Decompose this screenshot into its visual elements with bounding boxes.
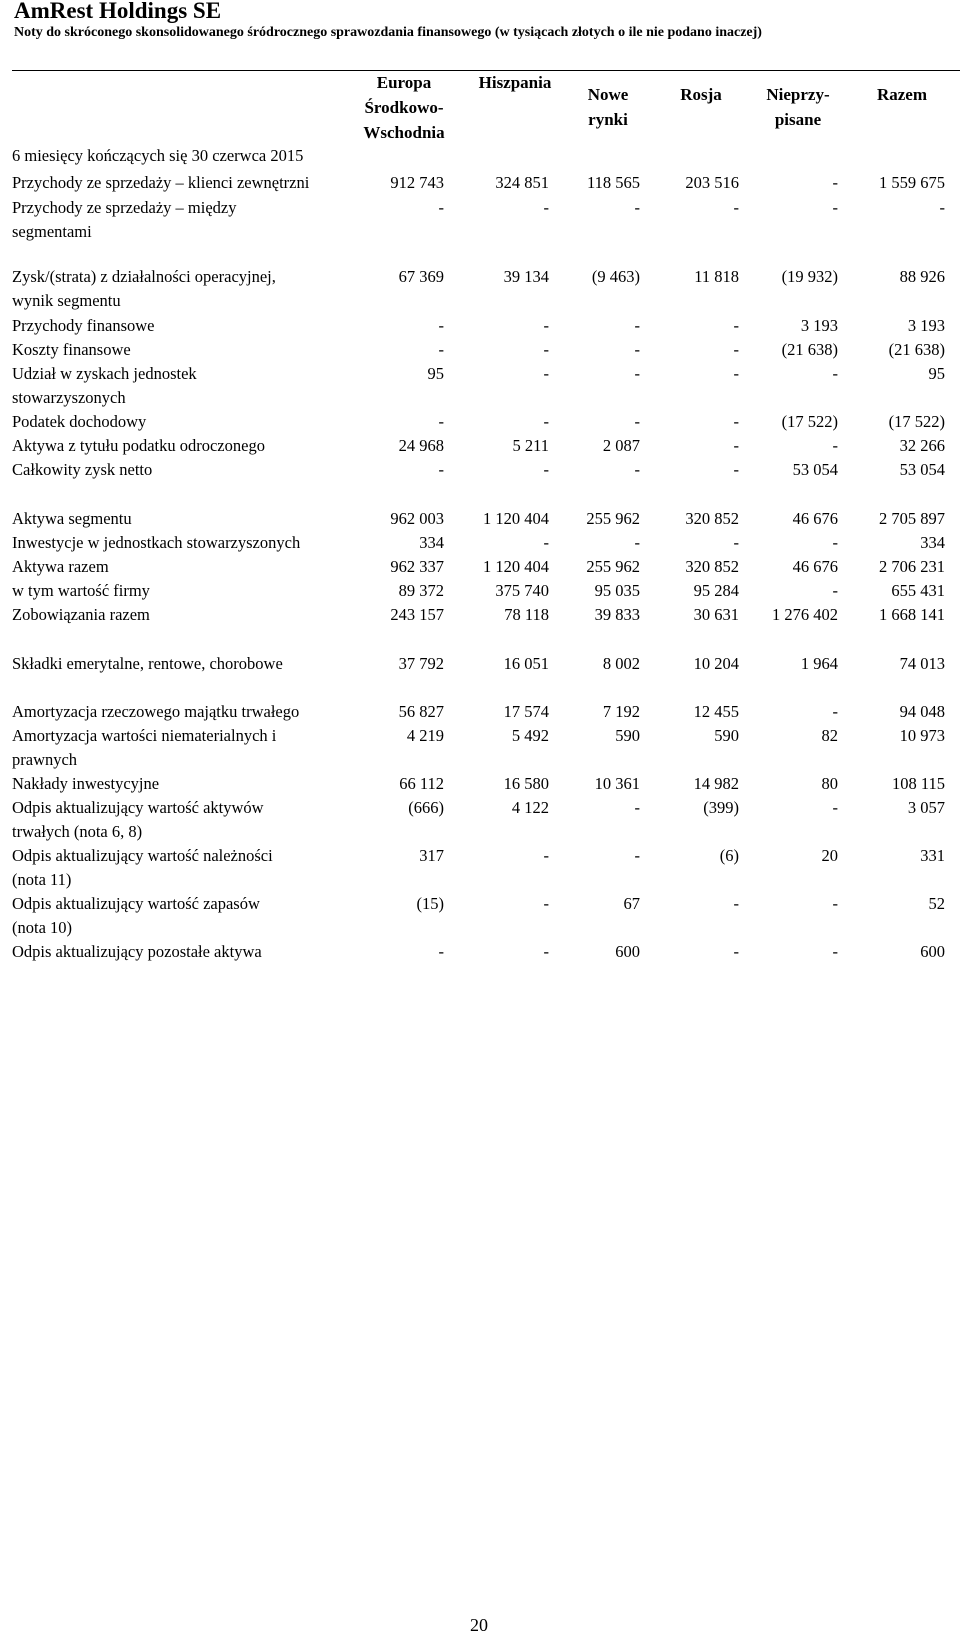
- table-cell: 52: [928, 894, 945, 913]
- table-cell: 46 676: [792, 509, 838, 528]
- table-cell: -: [733, 340, 739, 359]
- table-cell: (6): [719, 846, 739, 865]
- table-cell: 1 120 404: [483, 509, 549, 528]
- row-label: Odpis aktualizujący wartość aktywów: [12, 798, 264, 817]
- table-cell: (17 522): [781, 412, 838, 431]
- table-cell: 78 118: [504, 605, 549, 624]
- row-label: Aktywa z tytułu podatku odroczonego: [12, 436, 265, 455]
- table-row: [0, 939, 960, 964]
- table-cell: 95: [928, 364, 945, 383]
- table-cell: 4 122: [511, 798, 549, 817]
- table-cell: -: [634, 340, 640, 359]
- table-row: [0, 699, 960, 724]
- table-cell: 10 361: [594, 774, 640, 793]
- table-cell: 5 492: [511, 726, 549, 745]
- table-row: [0, 264, 960, 310]
- table-cell: 590: [615, 726, 640, 745]
- table-cell: 3 057: [907, 798, 945, 817]
- table-cell: 16 051: [503, 654, 549, 673]
- row-label: Zysk/(strata) z działalności operacyjnej,: [12, 267, 276, 286]
- table-cell: -: [832, 173, 838, 192]
- row-label: wynik segmentu: [12, 291, 121, 310]
- table-cell: 30 631: [693, 605, 739, 624]
- table-row: [0, 361, 960, 407]
- table-cell: 600: [920, 942, 945, 961]
- row-label: Przychody finansowe: [12, 316, 155, 335]
- table-cell: 108 115: [891, 774, 945, 793]
- table-cell: -: [543, 412, 549, 431]
- table-cell: 7 192: [602, 702, 640, 721]
- table-cell: -: [733, 316, 739, 335]
- row-label: Koszty finansowe: [12, 340, 131, 359]
- row-label: Amortyzacja rzeczowego majątku trwałego: [12, 702, 300, 721]
- table-cell: 80: [821, 774, 838, 793]
- table-cell: -: [832, 436, 838, 455]
- table-cell: 3 193: [800, 316, 838, 335]
- table-row: [0, 506, 960, 531]
- table-cell: -: [634, 798, 640, 817]
- table-cell: 1 559 675: [879, 173, 945, 192]
- table-cell: 1 964: [800, 654, 838, 673]
- table-cell: -: [543, 533, 549, 552]
- table-cell: 4 219: [406, 726, 444, 745]
- table-cell: -: [543, 364, 549, 383]
- table-cell: 2 087: [602, 436, 640, 455]
- table-cell: (21 638): [781, 340, 838, 359]
- table-cell: 53 054: [899, 460, 945, 479]
- table-cell: -: [832, 894, 838, 913]
- table-cell: (15): [416, 894, 444, 913]
- table-cell: -: [733, 894, 739, 913]
- table-cell: 118 565: [586, 173, 640, 192]
- table-cell: -: [543, 942, 549, 961]
- table-cell: 10 973: [899, 726, 945, 745]
- table-cell: 590: [714, 726, 739, 745]
- table-cell: 331: [920, 846, 945, 865]
- table-cell: 67: [623, 894, 640, 913]
- table-cell: 1 120 404: [483, 557, 549, 576]
- period-label: 6 miesięcy kończących się 30 czerwca 2015: [12, 146, 304, 165]
- table-cell: 14 982: [693, 774, 739, 793]
- table-cell: -: [543, 846, 549, 865]
- table-cell: 95 035: [594, 581, 640, 600]
- table-row: [0, 457, 960, 482]
- table-cell: 255 962: [586, 557, 640, 576]
- row-label: (nota 11): [12, 870, 72, 889]
- row-label: Aktywa razem: [12, 557, 109, 576]
- row-label: trwałych (nota 6, 8): [12, 822, 143, 841]
- table-cell: -: [634, 412, 640, 431]
- table-cell: -: [733, 533, 739, 552]
- table-cell: 37 792: [398, 654, 444, 673]
- table-cell: -: [634, 460, 640, 479]
- table-row: [0, 170, 960, 195]
- table-cell: 255 962: [586, 509, 640, 528]
- table-cell: 203 516: [685, 173, 739, 192]
- row-label: Odpis aktualizujący wartość należności: [12, 846, 273, 865]
- table-cell: -: [438, 340, 444, 359]
- document-subtitle: Noty do skróconego skonsolidowanego śródrocznego sprawozdania finansowego (w tysiącach złotych o ile nie podano inaczej): [14, 25, 762, 40]
- page-number: 20: [470, 1615, 488, 1635]
- table-cell: 16 580: [503, 774, 549, 793]
- table-cell: -: [634, 533, 640, 552]
- table-row: [0, 891, 960, 937]
- table-cell: -: [832, 364, 838, 383]
- row-label: Całkowity zysk netto: [12, 460, 153, 479]
- table-row: [0, 313, 960, 338]
- table-cell: 11 818: [694, 267, 739, 286]
- table-row: [0, 530, 960, 555]
- row-label: Aktywa segmentu: [12, 509, 132, 528]
- table-cell: -: [543, 340, 549, 359]
- table-cell: 56 827: [398, 702, 444, 721]
- col-head-nieprzypisane: Nieprzy- pisane: [766, 85, 830, 129]
- table-cell: (399): [703, 798, 739, 817]
- row-label: Udział w zyskach jednostek: [12, 364, 197, 383]
- row-label: Zobowiązania razem: [12, 605, 150, 624]
- table-cell: -: [543, 460, 549, 479]
- table-cell: 82: [821, 726, 838, 745]
- table-cell: (21 638): [888, 340, 945, 359]
- table-cell: 20: [821, 846, 838, 865]
- table-cell: 74 013: [899, 654, 945, 673]
- table-row: [0, 771, 960, 796]
- table-row: [0, 409, 960, 434]
- table-cell: 600: [615, 942, 640, 961]
- row-label: stowarzyszonych: [12, 388, 126, 407]
- table-cell: -: [733, 436, 739, 455]
- table-row: [0, 723, 960, 769]
- table-cell: -: [832, 533, 838, 552]
- col-head-rosja: Rosja: [680, 85, 722, 104]
- row-label: w tym wartość firmy: [12, 581, 150, 600]
- table-cell: 39 833: [594, 605, 640, 624]
- table-cell: -: [634, 316, 640, 335]
- table-cell: 334: [920, 533, 945, 552]
- table-cell: 94 048: [899, 702, 945, 721]
- col-head-europa: Europa Środkowo- Wschodnia: [363, 73, 445, 142]
- row-label: prawnych: [12, 750, 78, 769]
- table-cell: -: [438, 316, 444, 335]
- table-cell: -: [733, 460, 739, 479]
- col-head-razem: Razem: [876, 85, 928, 104]
- table-cell: 1 668 141: [879, 605, 945, 624]
- table-cell: -: [733, 942, 739, 961]
- table-cell: -: [543, 198, 549, 217]
- table-cell: 317: [419, 846, 444, 865]
- table-cell: -: [832, 942, 838, 961]
- table-row: [0, 843, 960, 889]
- table-cell: (9 463): [591, 267, 640, 286]
- table-cell: -: [634, 198, 640, 217]
- table-cell: (17 522): [888, 412, 945, 431]
- table-cell: -: [832, 198, 838, 217]
- table-cell: (666): [408, 798, 444, 817]
- table-cell: 17 574: [503, 702, 549, 721]
- table-cell: 12 455: [693, 702, 739, 721]
- table-cell: 334: [419, 533, 444, 552]
- table-cell: 5 211: [512, 436, 549, 455]
- table-cell: -: [543, 316, 549, 335]
- table-cell: 46 676: [792, 557, 838, 576]
- table-cell: -: [832, 702, 838, 721]
- row-label: Odpis aktualizujący wartość zapasów: [12, 894, 260, 913]
- col-head-hiszpania: Hiszpania: [478, 73, 552, 92]
- table-cell: 88 926: [899, 267, 945, 286]
- row-label: Przychody ze sprzedaży – między: [12, 198, 237, 217]
- row-label: Składki emerytalne, rentowe, chorobowe: [12, 654, 283, 673]
- row-label: Odpis aktualizujący pozostałe aktywa: [12, 942, 262, 961]
- table-cell: 1 276 402: [772, 605, 838, 624]
- table-row: [0, 337, 960, 362]
- row-label: Amortyzacja wartości niematerialnych i: [12, 726, 277, 745]
- table-cell: -: [438, 412, 444, 431]
- table-cell: -: [543, 894, 549, 913]
- table-cell: -: [733, 198, 739, 217]
- table-cell: -: [438, 198, 444, 217]
- table-cell: -: [832, 798, 838, 817]
- table-cell: 10 204: [693, 654, 739, 673]
- table-cell: -: [438, 942, 444, 961]
- col-head-nowe-rynki: Nowe rynki: [587, 85, 629, 129]
- row-label: Przychody ze sprzedaży – klienci zewnętrzni: [12, 173, 310, 192]
- table-cell: 655 431: [891, 581, 945, 600]
- table-cell: (19 932): [781, 267, 838, 286]
- table-row: [0, 602, 960, 627]
- table-cell: 243 157: [390, 605, 444, 624]
- table-cell: 66 112: [399, 774, 444, 793]
- table-cell: 32 266: [899, 436, 945, 455]
- table-cell: 375 740: [495, 581, 549, 600]
- table-cell: -: [438, 460, 444, 479]
- table-row: [0, 651, 960, 676]
- table-cell: 3 193: [907, 316, 945, 335]
- table-cell: -: [733, 412, 739, 431]
- table-cell: 95: [427, 364, 444, 383]
- table-cell: 962 003: [390, 509, 444, 528]
- table-cell: 53 054: [792, 460, 838, 479]
- row-label: Podatek dochodowy: [12, 412, 147, 431]
- document-title: AmRest Holdings SE: [14, 0, 222, 23]
- table-cell: -: [634, 364, 640, 383]
- row-label: Nakłady inwestycyjne: [12, 774, 160, 793]
- table-cell: -: [832, 581, 838, 600]
- table-cell: 324 851: [495, 173, 549, 192]
- table-row: [0, 795, 960, 841]
- table-cell: 320 852: [685, 557, 739, 576]
- row-label: (nota 10): [12, 918, 73, 937]
- table-cell: 912 743: [390, 173, 444, 192]
- table-cell: 89 372: [398, 581, 444, 600]
- table-cell: -: [939, 198, 945, 217]
- table-row: [0, 195, 960, 241]
- table-cell: 95 284: [693, 581, 739, 600]
- table-cell: 8 002: [602, 654, 640, 673]
- table-cell: 39 134: [503, 267, 549, 286]
- table-row: [0, 554, 960, 579]
- table-cell: -: [733, 364, 739, 383]
- table-cell: 962 337: [390, 557, 444, 576]
- row-label: Inwestycje w jednostkach stowarzyszonych: [12, 533, 301, 552]
- row-label: segmentami: [12, 222, 92, 241]
- table-cell: 2 706 231: [879, 557, 945, 576]
- table-row: [0, 433, 960, 458]
- table-cell: 67 369: [398, 267, 444, 286]
- table-cell: 24 968: [398, 436, 444, 455]
- table-cell: -: [634, 846, 640, 865]
- table-row: [0, 578, 960, 603]
- table-cell: 320 852: [685, 509, 739, 528]
- table-cell: 2 705 897: [879, 509, 945, 528]
